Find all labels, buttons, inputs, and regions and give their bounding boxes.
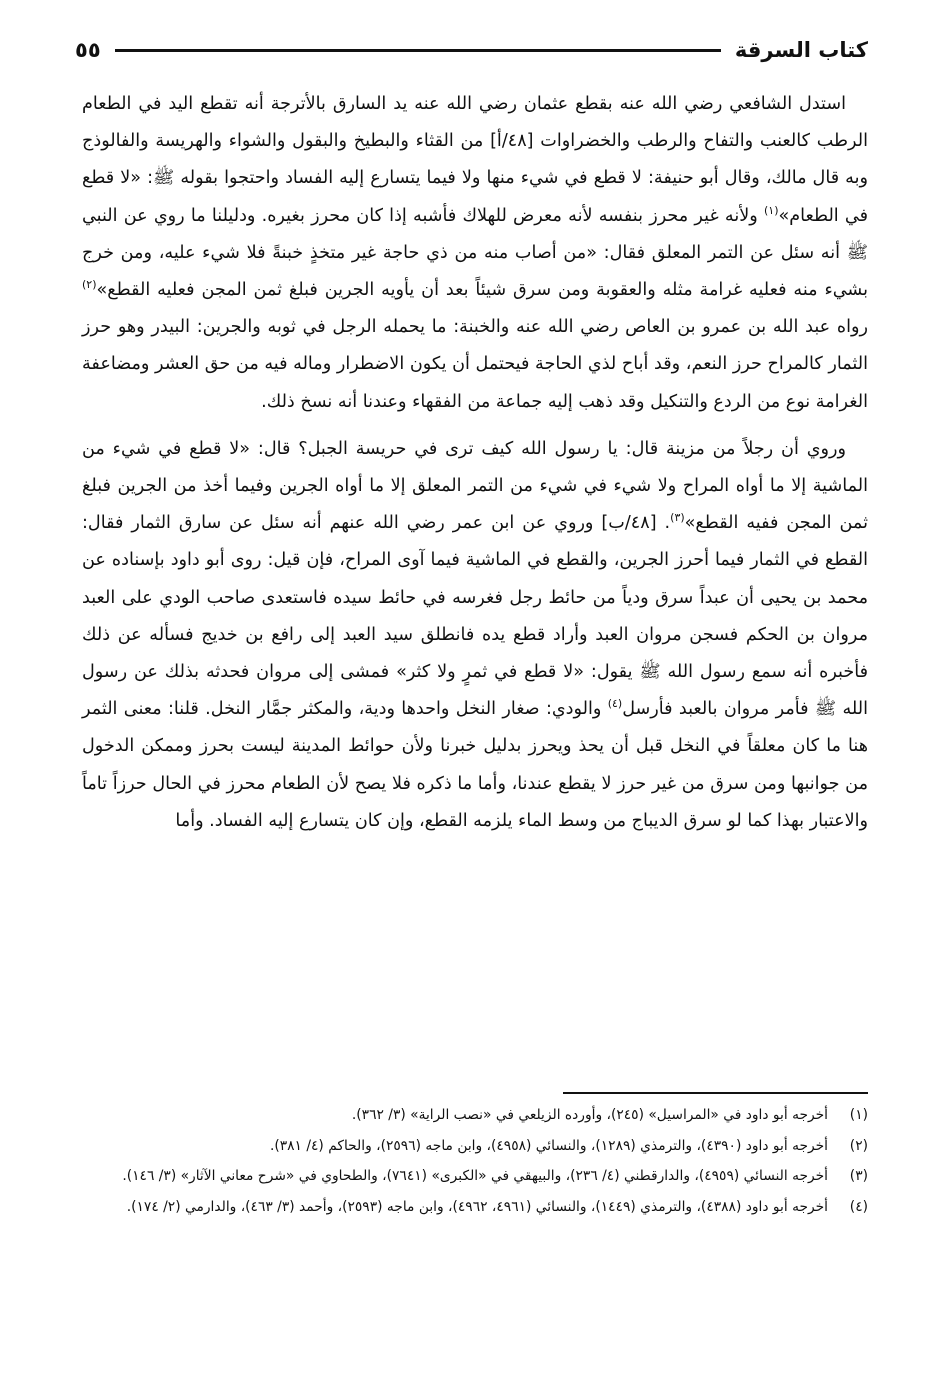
footnote-item [82,1161,868,1192]
footnote-item [82,1100,868,1131]
main-text [82,86,868,840]
paragraph-2-part-3: والودي: صغار النخل واحدها ودية، والمكثر جمَّار النخل. قلنا: معنى الثمر هنا ما كان معلقاً في النخل قبل أن يحذ ويحرز بدليل خبرنا ولأن حوائط المدينة ليست بحرز وممكن الدخول من جوانبها ومن سرق من غير حرز لا يقطع عندنا، وأما ما ذكره فلا يصح لأن الطعام محرز في الحال حرزاً تاماً والاعتبار بهذا كما لو سرق الديباج من وسط الماء يلزمه القطع، وإن كان يتسارع إليه الفساد. وأما [82,699,868,831]
footnote-ref-1: (١) [763,203,779,217]
paragraph-1-part-1: استدل الشافعي رضي الله عنه بقطع عثمان رضي الله عنه يد السارق بالأترجة أنه تقطع اليد في الطعام الرطب كالعنب والتفاح والرطب والخضراوات [٤٨/أ] من القثاء والبطيخ والبقول والشواء والهريسة والفالوذج وبه قال مالك، وقال أبو حنيفة: لا قطع في شيء منها ولا فيما يتسارع إليه الفساد واحتجوا بقوله ﷺ: «لا قطع في الطعام» [82,94,868,226]
header-rule [115,49,721,52]
footnote-divider [563,1092,868,1094]
footnote-text: أخرجه أبو داود (٤٣٩٠)، والترمذي (١٢٨٩)، والنسائي (٤٩٥٨)، وابن ماجه (٢٥٩٦)، والحاكم (٤/ ٣٨١). [269,1137,828,1154]
footnote-ref-3: (٣) [670,511,685,525]
running-title: كتاب السرقة [734,38,868,62]
footnote-text: أخرجه النسائي (٤٩٥٩)، والدارقطني (٤/ ٢٣٦)، والبيهقي في «الكبرى» (٧٦٤١)، والطحاوي في «شرح معاني الآثار» (٣/ ١٤٦). [122,1168,828,1184]
footnote-number: (٤) [849,1198,868,1215]
footnote-text: أخرجه أبو داود في «المراسيل» (٢٤٥)، وأورده الزيلعي في «نصب الراية» (٣/ ٣٦٢). [351,1107,828,1123]
paragraph-1-part-2: ولأنه غير محرز بنفسه لأنه معرض للهلاك فأشبه إذا كان محرز بغيره. ودليلنا ما روي عن النبي ﷺ أنه سئل عن التمر المعلق فقال: «من أصاب منه من ذي حاجة غير متخذٍ خبنةً فلا شيء عليه، ومن خرج بشيء منه فعليه غرامة مثله والعقوبة ومن سرق شيئاً بعد أن يأويه الجرين فبلغ ثمن المجن فعليه القطع» [82,205,868,301]
paragraph-1-part-3: رواه عبد الله بن عمرو بن العاص رضي الله عنه والخبنة: ما يحمله الرجل في ثوبه والجرين: البيدر وهو حرز الثمار كالمراح حرز النعم، وقد أباح لذي الحاجة فيحتمل أن يكون الاضطرار وماله فيه من حق العشر ومضاعفة الغرامة نوع من الردع والتنكيل وقد ذهب إليه جماعة من الفقهاء وعندنا أنه نسخ ذلك. [82,317,868,412]
footnote-ref-4: (٤) [607,697,623,711]
footnote-ref-2: (٢) [82,278,97,292]
page-header [75,30,868,70]
page-number: ٥٥ [75,38,101,62]
footnote-number: (٣) [849,1168,868,1184]
footnote-text: أخرجه أبو داود (٤٣٨٨)، والترمذي (١٤٤٩)، والنسائي (٤٩٦١، ٤٩٦٢)، وابن ماجه (٢٥٩٣)، وأحمد (٣/ ٤٦٣)، والدارمي (٢/ ١٧٤). [126,1198,828,1215]
footnotes [82,1100,868,1222]
footnote-item [82,1192,868,1223]
footnote-number: (٢) [849,1137,868,1154]
paragraph-2-part-1: وروي أن رجلاً من مزينة قال: يا رسول الله كيف ترى في حريسة الجبل؟ قال: «لا قطع في شيء من الماشية إلا ما أواه المراح ولا شيء في شيء من التمر المعلق إلا ما أواه الجرين وفيما أخذ من الجرين فبلغ ثمن المجن ففيه القطع» [82,438,868,534]
paragraph-1 [82,86,868,421]
paragraph-2 [82,431,868,840]
footnote-item [82,1131,868,1162]
paragraph-2-part-2: . [٤٨/ب] وروي عن ابن عمر رضي الله عنهم أنه سئل عن سارق الثمار فقال: القطع في الثمار فيما أحرز الجرين، والقطع في الماشية فيما آوى المراح، فإن قيل: روى أبو داود بإسناده عن محمد بن يحيى أن عبداً سرق ودياً من حائط رجل فغرسه في حائط سيده فاستعدى صاحب الودي على العبد مروان بن الحكم فسجن مروان العبد وأراد قطع يده فانطلق سيد العبد إلى رافع بن خديج فسأله عن ذلك فأخبره أنه سمع رسول الله ﷺ يقول: «لا قطع في ثمرٍ ولا كثر» فمشى إلى مروان فحدثه بذلك عن رسول الله ﷺ فأمر مروان بالعبد فأرسل [82,513,869,720]
footnote-number: (١) [849,1107,868,1123]
